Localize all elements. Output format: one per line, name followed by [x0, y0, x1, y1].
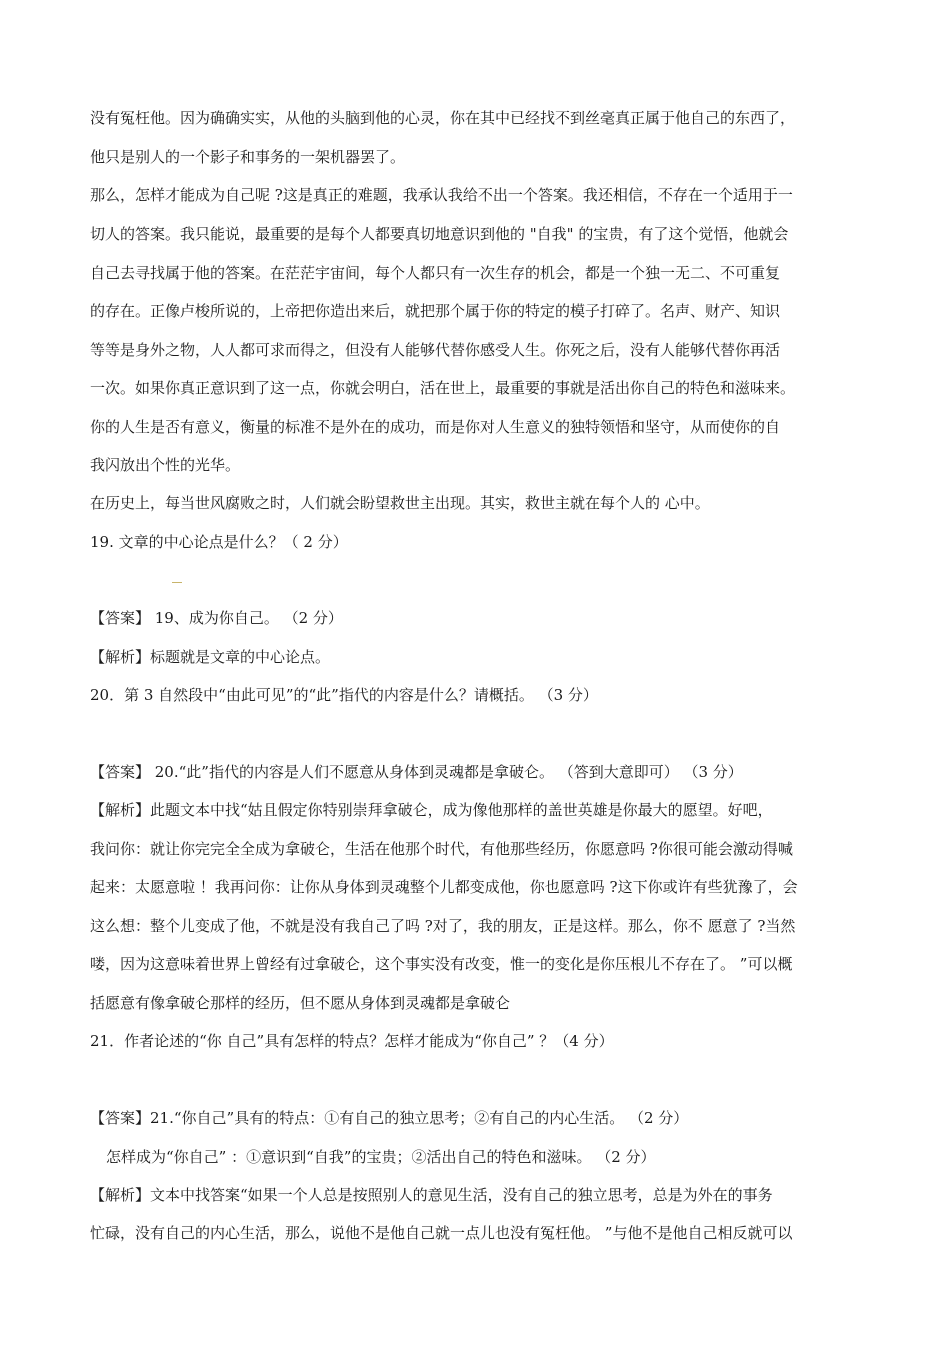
passage-line: 他只是别人的一个影子和事务的一架机器罢了。: [90, 148, 406, 166]
analysis-20-line: 我问你：就让你完完全全成为拿破仑，生活在他那个时代，有他那些经历，你愿意吗 ?你很可能会激动得喊: [90, 840, 793, 858]
passage-line: 在历史上，每当世风腐败之时，人们就会盼望救世主出现。其实，救世主就在每个人的 心中。: [90, 494, 710, 512]
analysis-20-line: 括愿意有像拿破仑那样的经历，但不愿从身体到灵魂都是拿破仑: [90, 994, 511, 1012]
analysis-19: 【解析】标题就是文章的中心论点。: [90, 648, 331, 666]
passage-line: 一次。如果你真正意识到了这一点，你就会明白，活在世上，最重要的事就是活出你自己的特色和滋味来。: [90, 379, 796, 397]
answer-21-part2: 怎样成为“你自己” ：①意识到“自我”的宝贵；②活出自己的特色和滋味。 （2 分）: [106, 1148, 656, 1166]
passage-line: 切人的答案。我只能说，最重要的是每个人都要真切地意识到他的 "自我" 的宝贵，有了这个觉悟，他就会: [90, 225, 789, 243]
passage-line: 那么，怎样才能成为自己呢 ?这是真正的难题，我承认我给不出一个答案。我还相信，不存在一个适用于一: [90, 186, 793, 204]
scan-mark: [172, 578, 182, 583]
analysis-20-line: 起来：太愿意啦 ！我再问你：让你从身体到灵魂整个儿都变成他，你也愿意吗 ?这下你或许有些犹豫了，会: [90, 878, 798, 896]
analysis-20-line: 这么想：整个儿变成了他，不就是没有我自己了吗 ?对了，我的朋友，正是这样。那么，你不 愿意了 ?当然: [90, 917, 796, 935]
passage-line: 的存在。正像卢梭所说的，上帝把你造出来后，就把那个属于你的特定的模子打碎了。名声、财产、知识: [90, 302, 781, 320]
analysis-20-line: 【解析】此题文本中找“姑且假定你特别崇拜拿破仑，成为像他那样的盖世英雄是你最大的愿望。好吧，: [90, 801, 773, 819]
analysis-21-line: 【解析】文本中找答案“如果一个人总是按照别人的意见生活，没有自己的独立思考，总是为外在的事务: [90, 1186, 773, 1204]
passage-line: 你的人生是否有意义，衡量的标准不是外在的成功，而是你对人生意义的独特领悟和坚守，从而使你的自: [90, 418, 781, 436]
analysis-20-line: 喽，因为这意味着世界上曾经有过拿破仑，这个事实没有改变，惟一的变化是你压根儿不存在了。 ”可以概: [90, 955, 793, 973]
question-21: 21．作者论述的“你 自己”具有怎样的特点？怎样才能成为“你自己” ？（4 分）: [90, 1032, 614, 1050]
passage-line: 等等是身外之物，人人都可求而得之，但没有人能够代替你感受人生。你死之后，没有人能够代替你再活: [90, 341, 781, 359]
passage-line: 没有冤枉他。因为确确实实，从他的头脑到他的心灵，你在其中已经找不到丝毫真正属于他自己的东西了，: [90, 109, 796, 127]
passage-line: 自己去寻找属于他的答案。在茫茫宇宙间，每个人都只有一次生存的机会，都是一个独一无二、不可重复: [90, 264, 781, 282]
answer-20: 【答案】 20.“此”指代的内容是人们不愿意从身体到灵魂都是拿破仑。 （答到大意即可） （3 分）: [90, 763, 743, 781]
answer-21-part1: 【答案】21.“你自己”具有的特点：①有自己的独立思考；②有自己的内心生活。 （2 分）: [90, 1109, 689, 1127]
question-20: 20．第 3 自然段中“由此可见”的“此”指代的内容是什么？请概括。 （3 分）: [90, 686, 598, 704]
analysis-21-line: 忙碌，没有自己的内心生活，那么，说他不是他自己就一点儿也没有冤枉他。 ”与他不是他自己相反就可以: [90, 1224, 793, 1242]
passage-line: 我闪放出个性的光华。: [90, 456, 241, 474]
question-19: 19. 文章的中心论点是什么？（ 2 分）: [90, 533, 348, 551]
answer-19: 【答案】 19、成为你自己。 （2 分）: [90, 609, 343, 627]
